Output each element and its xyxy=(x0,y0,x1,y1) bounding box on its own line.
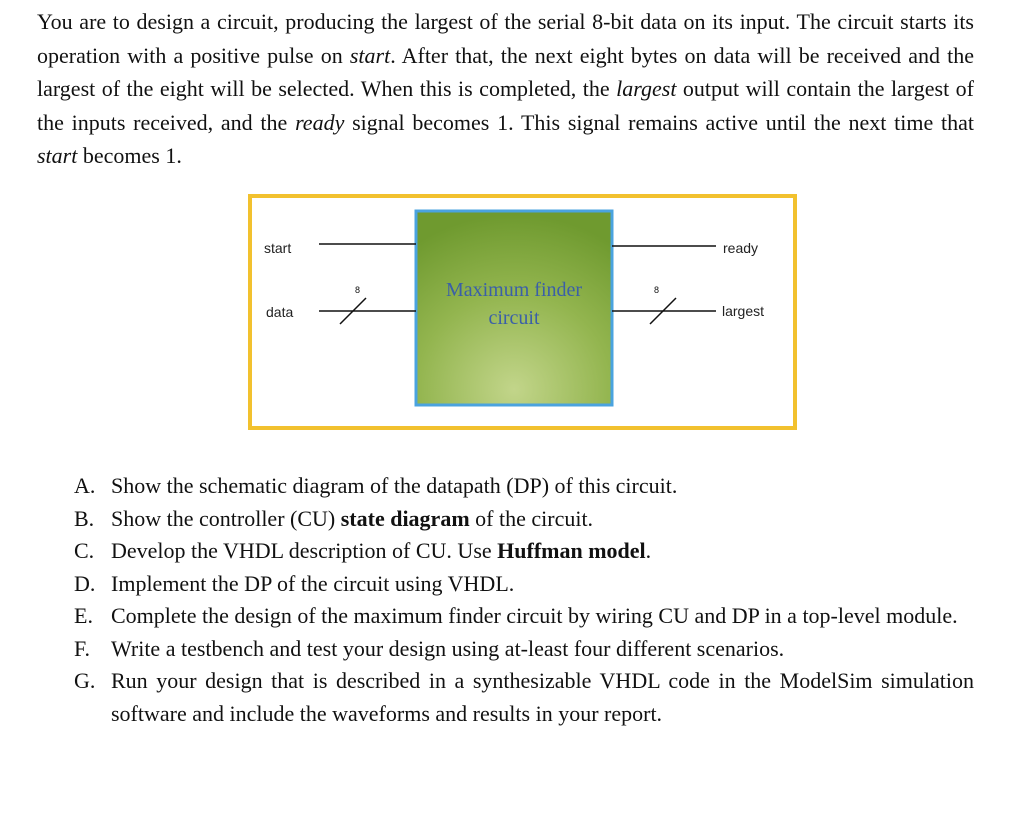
intro-text-1: You are to design a circuit, producing the largest of the serial 8-bit data on its input. The circuit starts its operation with a positive pulse on xyxy=(37,9,974,68)
task-text-part: Develop the VHDL description of CU. Use xyxy=(111,538,498,563)
intro-text-2: . After that, the next eight bytes on data will be received and the largest of the eight will be selected. When this is completed, the xyxy=(37,42,974,101)
largest-signal-name: largest xyxy=(616,76,677,101)
block-label-line-2: circuit xyxy=(488,307,540,329)
task-text-part: Run your design that is described in a synthesizable VHDL code in the ModelSim simulation software and include the waveforms and results in your report. xyxy=(111,668,974,726)
task-text-part: of the circuit. xyxy=(469,505,594,531)
largest-port-label: largest xyxy=(722,303,765,319)
task-text-bold: state diagram xyxy=(340,505,470,531)
data-port-label: data xyxy=(266,304,294,320)
task-text xyxy=(111,665,974,730)
intro-text-5: becomes 1. xyxy=(77,143,182,168)
task-text xyxy=(111,568,974,601)
ready-signal-name: ready xyxy=(295,109,345,135)
task-text-bold: Huffman model xyxy=(497,538,646,563)
task-text xyxy=(111,600,974,633)
task-text xyxy=(111,503,974,536)
task-letter: F. xyxy=(74,635,90,661)
task-item xyxy=(74,503,974,536)
task-text-part: Implement the DP of the circuit using VHDL. xyxy=(111,570,515,596)
start-port-label: start xyxy=(264,240,292,256)
task-list xyxy=(74,470,974,730)
task-item xyxy=(74,600,974,633)
task-letter: C. xyxy=(74,538,95,563)
task-text-part: Show the controller (CU) xyxy=(111,505,341,531)
block-label-line-1: Maximum finder xyxy=(445,279,583,301)
block-diagram xyxy=(248,194,797,430)
task-letter: D. xyxy=(74,570,96,596)
task-letter: A. xyxy=(74,473,96,498)
task-item xyxy=(74,470,974,503)
start-signal-name-2: start xyxy=(37,143,78,168)
task-text-part: . xyxy=(645,538,652,563)
problem-statement xyxy=(37,5,974,173)
task-item xyxy=(74,665,974,730)
intro-text-4: signal becomes 1. This signal remains active until the next time that xyxy=(344,109,974,135)
task-item xyxy=(74,633,974,666)
start-signal-name: start xyxy=(349,42,391,68)
task-text xyxy=(111,633,974,666)
task-text-part: Complete the design of the maximum finder circuit by wiring CU and DP in a top-level module. xyxy=(111,603,958,628)
task-letter: E. xyxy=(74,603,93,628)
task-letter: B. xyxy=(74,505,95,531)
task-item xyxy=(74,568,974,601)
task-text-part: Write a testbench and test your design using at-least four different scenarios. xyxy=(111,635,785,661)
task-text xyxy=(111,535,974,568)
intro-text-3: output will contain the largest of the inputs received, and the xyxy=(37,76,974,135)
data-bus-width: 8 xyxy=(355,285,361,295)
task-item xyxy=(74,535,974,568)
task-text-part: Show the schematic diagram of the datapath (DP) of this circuit. xyxy=(111,473,678,498)
task-text xyxy=(111,470,974,503)
largest-bus-width: 8 xyxy=(654,285,660,295)
ready-port-label: ready xyxy=(723,240,759,256)
task-letter: G. xyxy=(74,668,96,693)
